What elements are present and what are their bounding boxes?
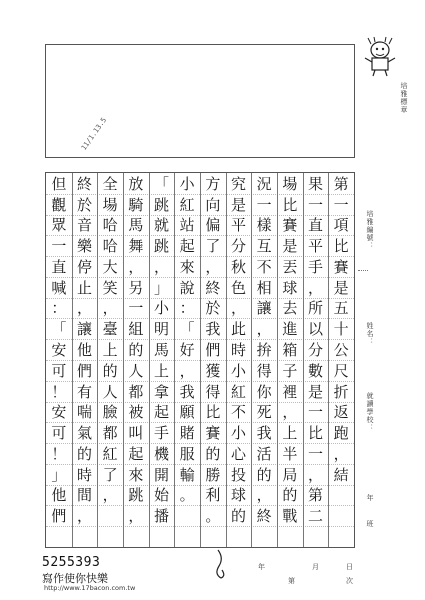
essay-character: 紅 — [179, 195, 195, 214]
essay-character: 喘 — [76, 403, 92, 422]
essay-character: 比 — [282, 195, 298, 214]
essay-character: 一 — [307, 444, 323, 463]
date-times: 次 — [346, 577, 353, 585]
class-label: 班 — [366, 520, 374, 528]
school-number-field — [358, 270, 368, 271]
essay-character: 相 — [256, 278, 272, 297]
essay-column — [124, 173, 148, 526]
essay-character: 都 — [128, 382, 144, 401]
essay-character: 我 — [179, 382, 195, 401]
essay-character: ， — [256, 320, 272, 339]
essay-character: 他 — [51, 486, 67, 505]
essay-character: 了 — [102, 465, 118, 484]
essay-character: 分 — [307, 341, 323, 360]
essay-character: 跳 — [153, 237, 169, 256]
essay-character: 是 — [282, 237, 298, 256]
essay-character: 的 — [128, 341, 144, 360]
essay-character: 直 — [307, 216, 323, 235]
essay-character: 「 — [153, 174, 169, 193]
essay-character: 戰 — [282, 507, 298, 526]
grade-label: 年 — [366, 494, 374, 502]
essay-character: 是 — [307, 382, 323, 401]
essay-character: 局 — [282, 465, 298, 484]
date-nth: 第 — [288, 577, 295, 585]
essay-character: 返 — [333, 403, 349, 422]
essay-character: 你 — [256, 382, 272, 401]
essay-character: 起 — [179, 237, 195, 256]
essay-character: 停 — [76, 257, 92, 276]
essay-character: 第 — [307, 486, 323, 505]
essay-character: 不 — [230, 403, 246, 422]
essay-character: 賽 — [333, 257, 349, 276]
essay-character: 結 — [333, 465, 349, 484]
essay-character: 的 — [230, 507, 246, 526]
essay-character: 向 — [205, 195, 221, 214]
essay-character: 勝 — [205, 465, 221, 484]
essay-character: ： — [51, 299, 67, 318]
essay-character: 比 — [333, 237, 349, 256]
essay-character: 時 — [76, 465, 92, 484]
essay-character: 來 — [128, 465, 144, 484]
essay-character: 於 — [205, 299, 221, 318]
essay-column — [329, 173, 353, 484]
essay-character: 大 — [102, 257, 118, 276]
essay-character: ： — [179, 299, 195, 318]
essay-character: ， — [307, 465, 323, 484]
top-note: 11/1.13.5 — [79, 116, 109, 152]
essay-character: ， — [282, 403, 298, 422]
brand-url: http://www.17bacon.com.tw — [44, 584, 136, 592]
essay-character: 拿 — [153, 382, 169, 401]
essay-character: 說 — [179, 278, 195, 297]
essay-character: 馬 — [128, 216, 144, 235]
essay-character: 比 — [205, 403, 221, 422]
essay-character: 舞 — [128, 237, 144, 256]
essay-character: 終 — [256, 507, 272, 526]
essay-character: 站 — [179, 216, 195, 235]
essay-character: 我 — [205, 320, 221, 339]
essay-character: 另 — [128, 278, 144, 297]
essay-character: 於 — [76, 195, 92, 214]
essay-character: 眾 — [51, 216, 67, 235]
essay-column — [150, 173, 174, 526]
writing-grid — [45, 172, 355, 548]
essay-character: 叫 — [128, 424, 144, 443]
essay-character: 第 — [333, 174, 349, 193]
essay-character: 子 — [282, 361, 298, 380]
essay-character: ， — [102, 299, 118, 318]
essay-character: 播 — [153, 507, 169, 526]
essay-character: 我 — [256, 424, 272, 443]
essay-character: 一 — [307, 195, 323, 214]
essay-character: ， — [333, 444, 349, 463]
stamp-label: 培雅標章 — [400, 82, 408, 114]
essay-character: 得 — [205, 382, 221, 401]
essay-character: 止 — [76, 278, 92, 297]
essay-character: 跑 — [333, 424, 349, 443]
essay-character: 但 — [51, 174, 67, 193]
essay-column — [304, 173, 328, 526]
essay-character: 是 — [333, 278, 349, 297]
essay-character: 紅 — [230, 382, 246, 401]
essay-character: 直 — [51, 257, 67, 276]
essay-character: 終 — [76, 174, 92, 193]
essay-character: 一 — [307, 403, 323, 422]
essay-character: 可 — [51, 424, 67, 443]
essay-column — [73, 173, 97, 526]
essay-character: ！ — [51, 444, 67, 463]
essay-character: 小 — [179, 174, 195, 193]
essay-character: 賽 — [205, 424, 221, 443]
essay-character: 騎 — [128, 195, 144, 214]
essay-character: 獲 — [205, 361, 221, 380]
essay-character: 氣 — [76, 424, 92, 443]
essay-character: 得 — [256, 361, 272, 380]
essay-character: 了 — [205, 237, 221, 256]
essay-character: 死 — [256, 403, 272, 422]
essay-character: 心 — [230, 444, 246, 463]
essay-character: ， — [128, 507, 144, 526]
essay-character: 終 — [205, 278, 221, 297]
essay-character: 跳 — [128, 486, 144, 505]
essay-character: 「 — [179, 320, 195, 339]
essay-column — [47, 173, 71, 526]
essay-character: 數 — [307, 361, 323, 380]
essay-character: 平 — [230, 216, 246, 235]
essay-column — [98, 173, 122, 505]
essay-character: 跳 — [153, 195, 169, 214]
essay-character: 放 — [128, 174, 144, 193]
essay-column — [227, 173, 251, 526]
essay-character: 十 — [333, 320, 349, 339]
essay-character: ！ — [51, 382, 67, 401]
essay-character: 們 — [76, 361, 92, 380]
essay-character: 小 — [153, 299, 169, 318]
essay-character: 一 — [333, 195, 349, 214]
essay-character: ， — [256, 486, 272, 505]
essay-character: 的 — [102, 361, 118, 380]
essay-column — [278, 173, 302, 526]
essay-character: 開 — [153, 465, 169, 484]
essay-character: 起 — [153, 403, 169, 422]
essay-character: 喊 — [51, 278, 67, 297]
essay-character: 互 — [256, 237, 272, 256]
date-day: 日 — [346, 563, 353, 571]
essay-character: 賽 — [282, 216, 298, 235]
essay-character: 起 — [128, 444, 144, 463]
essay-character: 不 — [256, 257, 272, 276]
essay-character: 讓 — [76, 320, 92, 339]
essay-character: 馬 — [153, 341, 169, 360]
essay-character: 人 — [128, 361, 144, 380]
essay-character: 利 — [205, 486, 221, 505]
essay-character: 有 — [76, 382, 92, 401]
essay-character: 一 — [256, 195, 272, 214]
essay-character: ， — [128, 257, 144, 276]
essay-character: 究 — [230, 174, 246, 193]
essay-character: 笑 — [102, 278, 118, 297]
essay-character: 二 — [307, 507, 323, 526]
essay-character: 哈 — [102, 216, 118, 235]
essay-character: 時 — [230, 341, 246, 360]
essay-character: 」 — [51, 465, 67, 484]
essay-character: 五 — [333, 299, 349, 318]
essay-character: 拚 — [256, 341, 272, 360]
essay-character: 服 — [179, 444, 195, 463]
essay-character: 上 — [282, 424, 298, 443]
essay-character: 此 — [230, 320, 246, 339]
essay-character: 始 — [153, 486, 169, 505]
essay-character: 觀 — [51, 195, 67, 214]
essay-character: ， — [230, 299, 246, 318]
handwritten-mark-icon — [210, 548, 230, 580]
essay-character: 裡 — [282, 382, 298, 401]
essay-character: 方 — [205, 174, 221, 193]
essay-character: 他 — [76, 341, 92, 360]
essay-character: 偏 — [205, 216, 221, 235]
essay-character: 平 — [307, 237, 323, 256]
essay-character: 球 — [230, 486, 246, 505]
essay-character: 的 — [205, 444, 221, 463]
essay-character: 就 — [153, 216, 169, 235]
essay-character: 是 — [230, 195, 246, 214]
essay-character: 樂 — [76, 237, 92, 256]
name-label: 姓名： — [366, 322, 374, 346]
essay-character: 的 — [256, 465, 272, 484]
essay-character: 臉 — [102, 403, 118, 422]
essay-character: 全 — [102, 174, 118, 193]
essay-character: ， — [76, 299, 92, 318]
essay-character: 去 — [282, 299, 298, 318]
essay-character: 被 — [128, 403, 144, 422]
essay-character: 丟 — [282, 257, 298, 276]
essay-character: 項 — [333, 216, 349, 235]
essay-character: 可 — [51, 361, 67, 380]
essay-character: 輸 — [179, 465, 195, 484]
essay-character: 小 — [230, 424, 246, 443]
essay-character: 公 — [333, 341, 349, 360]
essay-character: 人 — [102, 382, 118, 401]
essay-character: 們 — [51, 507, 67, 526]
essay-character: ， — [76, 507, 92, 526]
essay-character: ， — [153, 257, 169, 276]
essay-character: 好 — [179, 341, 195, 360]
essay-character: 色 — [230, 278, 246, 297]
essay-character: 」 — [153, 278, 169, 297]
essay-character: 。 — [205, 507, 221, 526]
essay-character: 機 — [153, 444, 169, 463]
essay-character: 半 — [282, 444, 298, 463]
essay-character: ， — [307, 278, 323, 297]
essay-character: 況 — [256, 174, 272, 193]
essay-character: 紅 — [102, 444, 118, 463]
essay-character: 投 — [230, 465, 246, 484]
essay-character: 安 — [51, 403, 67, 422]
essay-character: 一 — [51, 237, 67, 256]
school-name-label: 就讀學校： — [366, 392, 374, 432]
essay-character: 尺 — [333, 361, 349, 380]
essay-character: 臺 — [102, 320, 118, 339]
essay-character: 球 — [282, 278, 298, 297]
essay-character: 進 — [282, 320, 298, 339]
mascot-stamp-icon — [362, 36, 398, 78]
essay-character: 場 — [102, 195, 118, 214]
essay-character: 上 — [102, 341, 118, 360]
essay-character: 組 — [128, 320, 144, 339]
essay-character: 樣 — [256, 216, 272, 235]
essay-character: 都 — [102, 424, 118, 443]
essay-character: ， — [205, 257, 221, 276]
date-month: 月 — [312, 563, 319, 571]
essay-character: 的 — [76, 444, 92, 463]
essay-character: 秋 — [230, 257, 246, 276]
essay-character: 折 — [333, 382, 349, 401]
essay-column — [201, 173, 225, 526]
essay-character: 箱 — [282, 341, 298, 360]
essay-character: 分 — [230, 237, 246, 256]
essay-character: 比 — [307, 424, 323, 443]
document-code: 5255393 — [42, 555, 101, 570]
essay-character: 來 — [179, 257, 195, 276]
essay-character: 讓 — [256, 299, 272, 318]
essay-character: 願 — [179, 403, 195, 422]
essay-character: 明 — [153, 320, 169, 339]
date-year: 年 — [258, 563, 265, 571]
essay-column — [252, 173, 276, 526]
essay-character: 以 — [307, 320, 323, 339]
essay-character: 。 — [179, 486, 195, 505]
essay-character: 手 — [307, 257, 323, 276]
essay-character: 間 — [76, 486, 92, 505]
essay-character: 哈 — [102, 237, 118, 256]
school-number-label: 培雅編號： — [366, 210, 374, 250]
brand-slogan: 寫作使你快樂 — [42, 572, 108, 585]
essay-character: 手 — [153, 424, 169, 443]
essay-character: 「 — [51, 320, 67, 339]
essay-character: 活 — [256, 444, 272, 463]
essay-character: 們 — [205, 341, 221, 360]
essay-character: 賭 — [179, 424, 195, 443]
essay-character: 上 — [153, 361, 169, 380]
essay-character: 場 — [282, 174, 298, 193]
essay-column — [175, 173, 199, 505]
essay-character: 的 — [282, 486, 298, 505]
essay-character: 小 — [230, 361, 246, 380]
essay-character: 安 — [51, 341, 67, 360]
essay-character: 所 — [307, 299, 323, 318]
essay-character: ， — [179, 361, 195, 380]
essay-character: 一 — [128, 299, 144, 318]
essay-character: 果 — [307, 174, 323, 193]
essay-character: 音 — [76, 216, 92, 235]
essay-character: ， — [102, 486, 118, 505]
